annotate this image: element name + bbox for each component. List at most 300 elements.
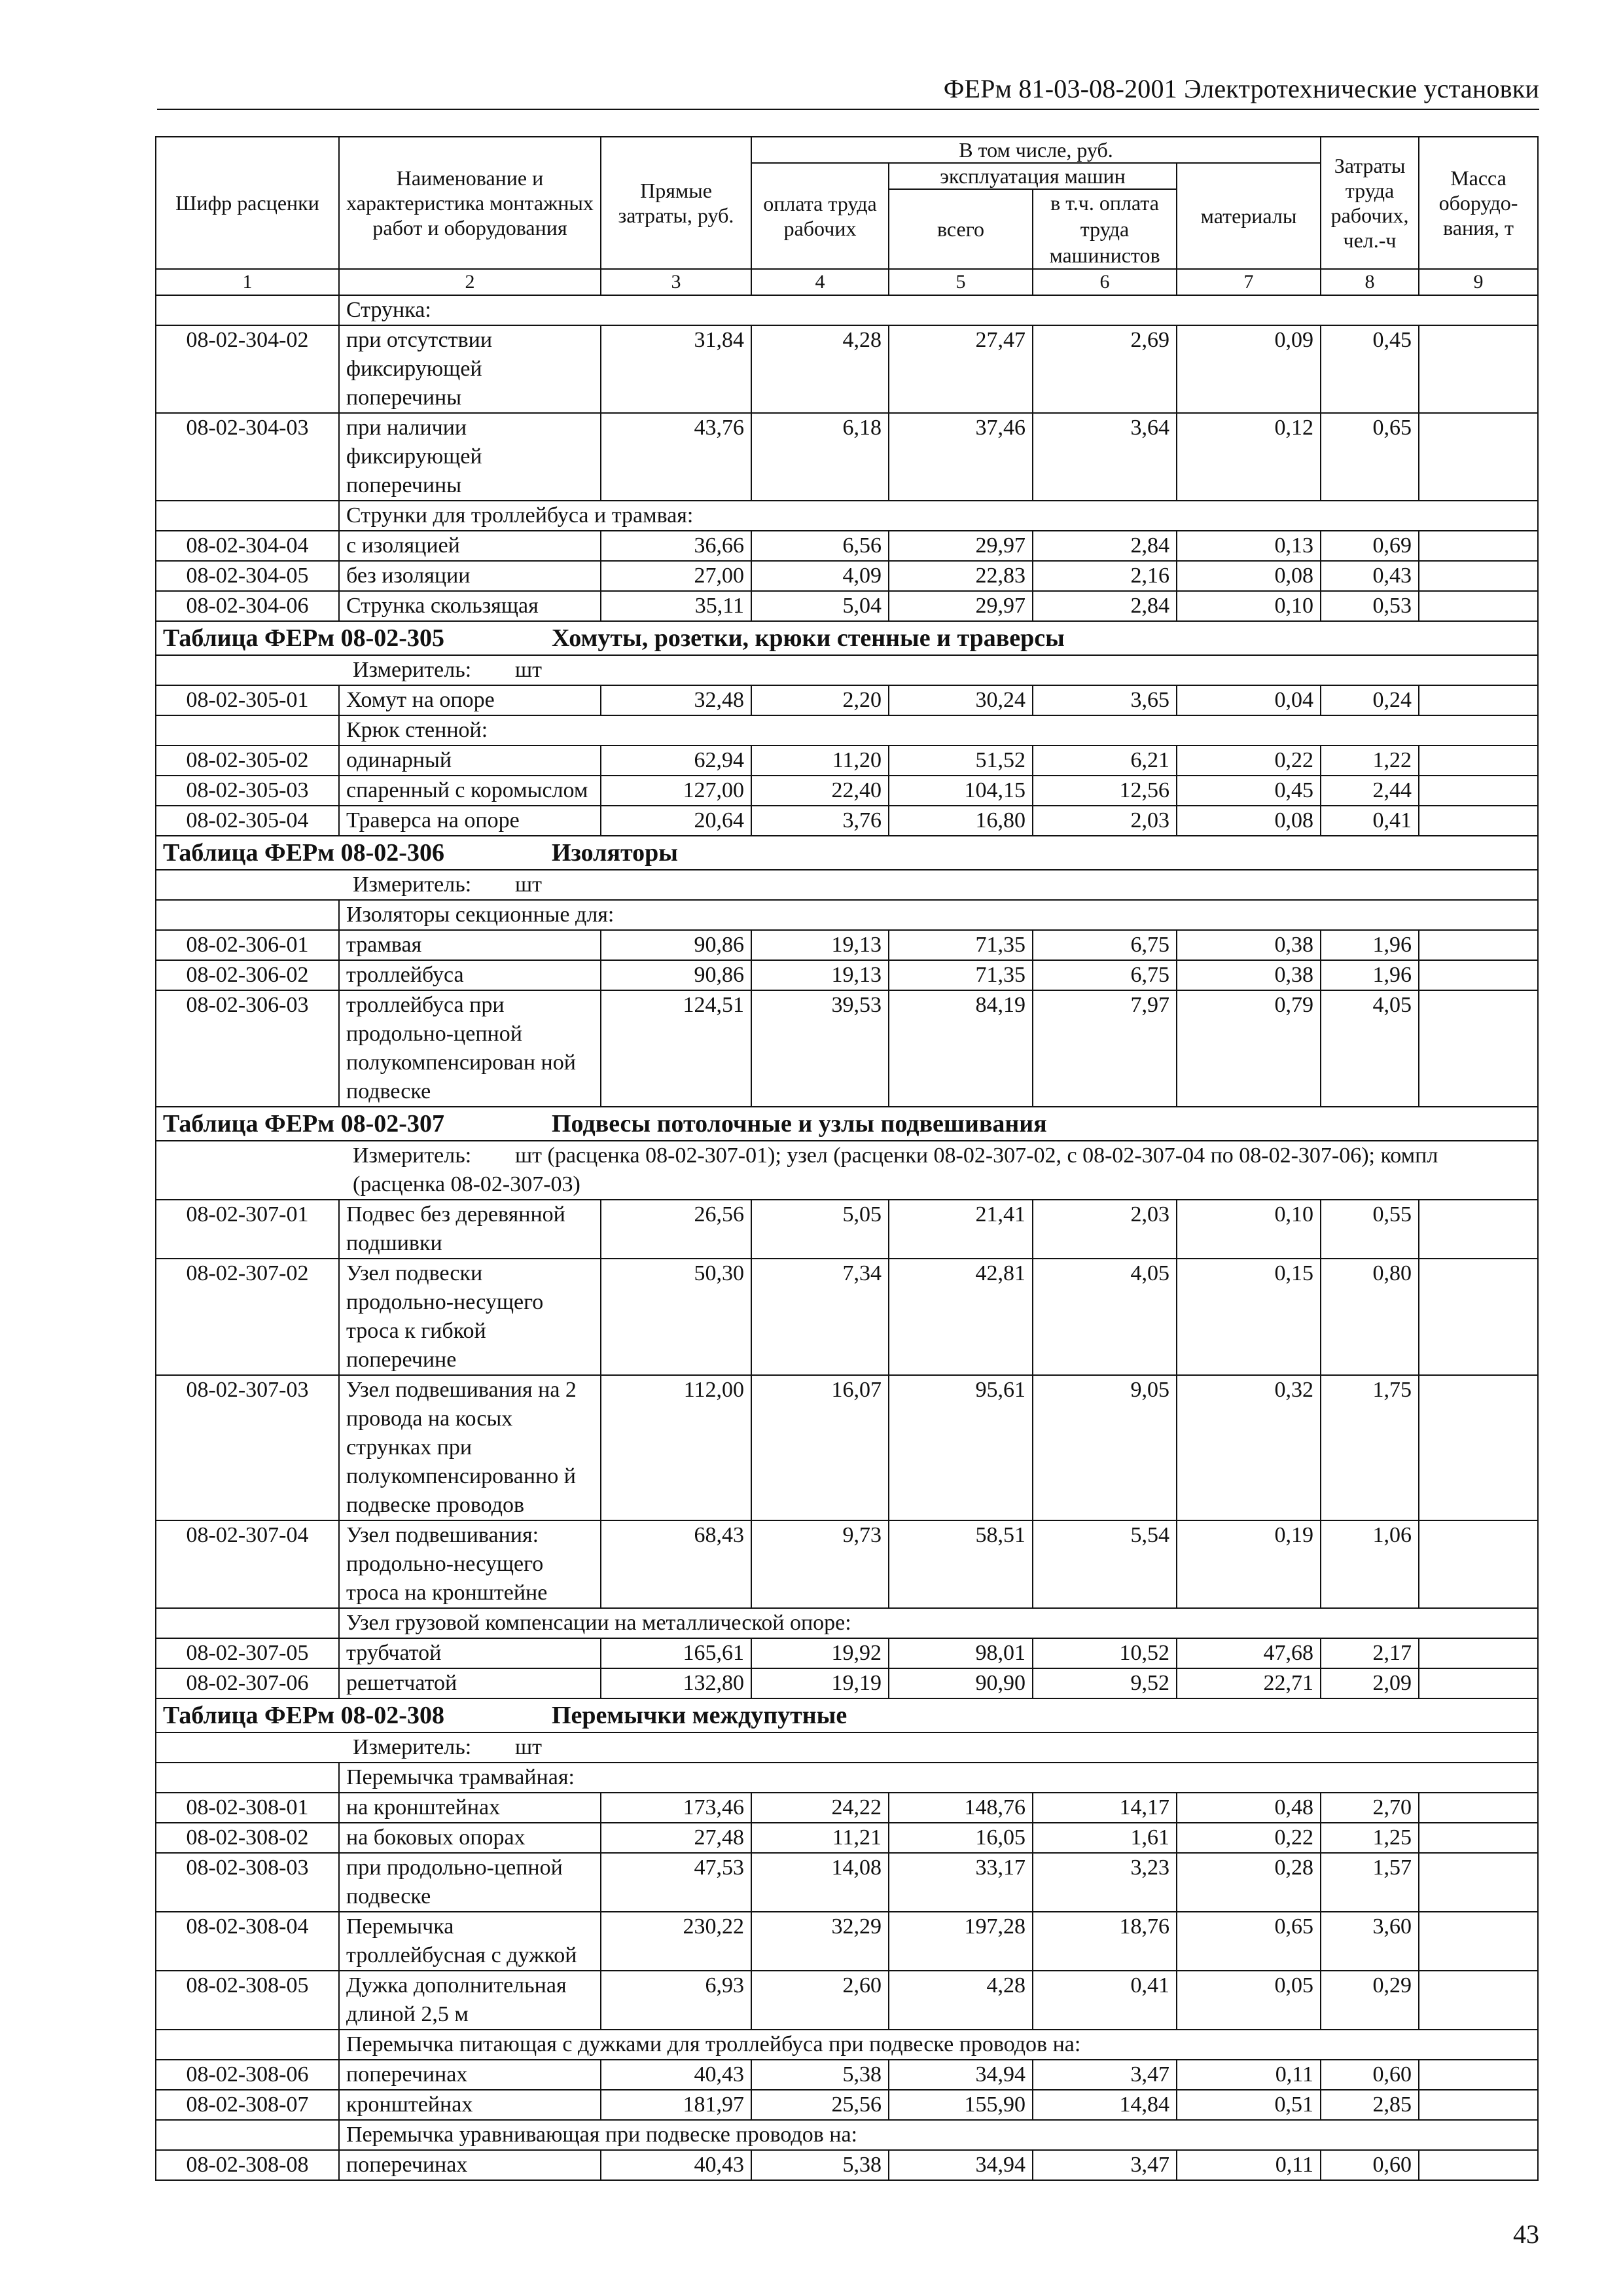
table-row <box>156 2060 1538 2090</box>
work-name: на кронштейнах <box>339 1793 601 1823</box>
value-v3: 132,80 <box>601 1668 751 1698</box>
rate-code: 08-02-307-01 <box>156 1200 339 1259</box>
value-v5: 34,94 <box>889 2150 1033 2180</box>
value-v6: 6,75 <box>1033 960 1177 990</box>
value-v3: 31,84 <box>601 325 751 413</box>
value-v4: 11,21 <box>751 1823 889 1853</box>
table-row <box>156 1638 1538 1668</box>
value-v6: 3,64 <box>1033 413 1177 501</box>
value-v6: 2,69 <box>1033 325 1177 413</box>
group-heading: Изоляторы секционные для: <box>339 900 1538 930</box>
rate-code: 08-02-308-06 <box>156 2060 339 2090</box>
value-v8: 0,24 <box>1321 685 1419 715</box>
value-v3: 230,22 <box>601 1912 751 1971</box>
value-v5: 58,51 <box>889 1520 1033 1608</box>
value-v7: 0,38 <box>1177 930 1321 960</box>
rate-code: 08-02-308-05 <box>156 1971 339 2030</box>
value-v9 <box>1419 1971 1538 2030</box>
rate-code: 08-02-304-04 <box>156 531 339 561</box>
work-name: Узел подвески продольно-несущего троса к гибкой поперечине <box>339 1259 601 1375</box>
subtable-code: Таблица ФЕРм 08-02-308 <box>163 1702 444 1729</box>
value-v3: 90,86 <box>601 930 751 960</box>
value-v4: 19,19 <box>751 1668 889 1698</box>
measure-row <box>156 1732 1538 1763</box>
col-labor-cost-header: Затраты труда рабочих, чел.-ч <box>1321 137 1419 269</box>
value-v9 <box>1419 1200 1538 1259</box>
table-row <box>156 930 1538 960</box>
value-v6: 9,05 <box>1033 1375 1177 1520</box>
rate-code: 08-02-308-08 <box>156 2150 339 2180</box>
table-row <box>156 2150 1538 2180</box>
col-code-header: Шифр расценки <box>156 137 339 269</box>
measure-unit <box>156 870 1538 900</box>
value-v7: 0,11 <box>1177 2150 1321 2180</box>
value-v4: 19,92 <box>751 1638 889 1668</box>
page-number: 43 <box>1513 2219 1539 2249</box>
subtable-code: Таблица ФЕРм 08-02-306 <box>163 839 444 867</box>
value-v7: 0,12 <box>1177 413 1321 501</box>
col-materials-header: материалы <box>1177 163 1321 269</box>
group-heading-spacer <box>156 501 339 531</box>
work-name: Узел подвешивания: продольно-несущего троса на кронштейне <box>339 1520 601 1608</box>
group-heading-spacer <box>156 2030 339 2060</box>
value-v6: 7,97 <box>1033 990 1177 1107</box>
table-row <box>156 1823 1538 1853</box>
rate-code: 08-02-307-04 <box>156 1520 339 1608</box>
value-v6: 2,16 <box>1033 561 1177 591</box>
value-v9 <box>1419 960 1538 990</box>
work-name: Дужка дополнительная длиной 2,5 м <box>339 1971 601 2030</box>
value-v3: 20,64 <box>601 806 751 836</box>
subtable-name: Хомуты, розетки, крюки стенные и траверсы <box>552 624 1065 652</box>
value-v4: 2,60 <box>751 1971 889 2030</box>
value-v7: 0,09 <box>1177 325 1321 413</box>
work-name: трубчатой <box>339 1638 601 1668</box>
value-v9 <box>1419 2150 1538 2180</box>
value-v6: 9,52 <box>1033 1668 1177 1698</box>
work-name: спаренный с коромыслом <box>339 776 601 806</box>
group-heading-spacer <box>156 900 339 930</box>
col-labor-pay-header: оплата труда рабочих <box>751 163 889 269</box>
value-v6: 14,84 <box>1033 2090 1177 2120</box>
value-v5: 16,05 <box>889 1823 1033 1853</box>
col-name-header: Наименование и характеристика монтажных работ и оборудования <box>339 137 601 269</box>
group-heading-row <box>156 1608 1538 1638</box>
rate-code: 08-02-307-03 <box>156 1375 339 1520</box>
column-number: 3 <box>601 269 751 295</box>
value-v4: 9,73 <box>751 1520 889 1608</box>
value-v8: 0,43 <box>1321 561 1419 591</box>
rates-table <box>155 136 1539 2181</box>
value-v7: 0,32 <box>1177 1375 1321 1520</box>
value-v7: 0,22 <box>1177 745 1321 776</box>
value-v4: 22,40 <box>751 776 889 806</box>
value-v7: 0,22 <box>1177 1823 1321 1853</box>
measure-unit <box>156 655 1538 685</box>
value-v9 <box>1419 1638 1538 1668</box>
value-v5: 42,81 <box>889 1259 1033 1375</box>
table-row <box>156 1375 1538 1520</box>
subtable-title <box>156 621 1538 655</box>
value-v7: 0,19 <box>1177 1520 1321 1608</box>
value-v3: 68,43 <box>601 1520 751 1608</box>
value-v5: 98,01 <box>889 1638 1033 1668</box>
table-body <box>156 295 1538 2180</box>
value-v8: 0,80 <box>1321 1259 1419 1375</box>
value-v3: 40,43 <box>601 2150 751 2180</box>
col-machines-header: эксплуатация машин <box>889 163 1177 189</box>
value-v9 <box>1419 1853 1538 1912</box>
value-v5: 71,35 <box>889 930 1033 960</box>
value-v5: 22,83 <box>889 561 1033 591</box>
value-v4: 6,18 <box>751 413 889 501</box>
value-v5: 16,80 <box>889 806 1033 836</box>
value-v5: 148,76 <box>889 1793 1033 1823</box>
rate-code: 08-02-308-01 <box>156 1793 339 1823</box>
value-v9 <box>1419 413 1538 501</box>
value-v4: 5,38 <box>751 2150 889 2180</box>
table-row <box>156 806 1538 836</box>
value-v4: 39,53 <box>751 990 889 1107</box>
measure-value: шт (расценка 08-02-307-01); узел (расценки 08-02-307-02, с 08-02-307-04 по 08-02-307-06); компл (расценка 08-02-307-03) <box>353 1143 1438 1196</box>
column-number: 5 <box>889 269 1033 295</box>
value-v8: 0,41 <box>1321 806 1419 836</box>
work-name: с изоляцией <box>339 531 601 561</box>
table-row <box>156 776 1538 806</box>
column-number: 1 <box>156 269 339 295</box>
subtable-code: Таблица ФЕРм 08-02-307 <box>163 1110 444 1138</box>
work-name: трамвая <box>339 930 601 960</box>
value-v9 <box>1419 1912 1538 1971</box>
group-heading: Перемычка трамвайная: <box>339 1763 1538 1793</box>
value-v4: 2,20 <box>751 685 889 715</box>
value-v7: 0,48 <box>1177 1793 1321 1823</box>
value-v9 <box>1419 930 1538 960</box>
rate-code: 08-02-305-02 <box>156 745 339 776</box>
value-v7: 0,28 <box>1177 1853 1321 1912</box>
value-v6: 10,52 <box>1033 1638 1177 1668</box>
value-v9 <box>1419 776 1538 806</box>
value-v7: 0,15 <box>1177 1259 1321 1375</box>
value-v8: 0,53 <box>1321 591 1419 621</box>
value-v5: 84,19 <box>889 990 1033 1107</box>
table-row <box>156 745 1538 776</box>
value-v6: 2,84 <box>1033 531 1177 561</box>
value-v3: 124,51 <box>601 990 751 1107</box>
rate-code: 08-02-304-02 <box>156 325 339 413</box>
work-name: поперечинах <box>339 2150 601 2180</box>
value-v9 <box>1419 806 1538 836</box>
measure-label: Измеритель: <box>353 658 472 682</box>
table-row <box>156 1793 1538 1823</box>
value-v3: 173,46 <box>601 1793 751 1823</box>
value-v3: 112,00 <box>601 1375 751 1520</box>
value-v5: 34,94 <box>889 2060 1033 2090</box>
value-v4: 11,20 <box>751 745 889 776</box>
table-row <box>156 413 1538 501</box>
value-v8: 0,29 <box>1321 1971 1419 2030</box>
value-v8: 3,60 <box>1321 1912 1419 1971</box>
work-name: без изоляции <box>339 561 601 591</box>
value-v5: 104,15 <box>889 776 1033 806</box>
value-v8: 1,06 <box>1321 1520 1419 1608</box>
group-heading-spacer <box>156 715 339 745</box>
value-v3: 32,48 <box>601 685 751 715</box>
value-v7: 0,51 <box>1177 2090 1321 2120</box>
value-v9 <box>1419 1375 1538 1520</box>
value-v5: 51,52 <box>889 745 1033 776</box>
table-row <box>156 2090 1538 2120</box>
work-name: Подвес без деревянной подшивки <box>339 1200 601 1259</box>
value-v9 <box>1419 591 1538 621</box>
value-v7: 0,04 <box>1177 685 1321 715</box>
rate-code: 08-02-306-03 <box>156 990 339 1107</box>
column-number: 4 <box>751 269 889 295</box>
value-v5: 29,97 <box>889 531 1033 561</box>
value-v7: 47,68 <box>1177 1638 1321 1668</box>
measure-row <box>156 1141 1538 1200</box>
value-v7: 0,13 <box>1177 531 1321 561</box>
value-v8: 1,25 <box>1321 1823 1419 1853</box>
value-v8: 1,75 <box>1321 1375 1419 1520</box>
rate-code: 08-02-306-02 <box>156 960 339 990</box>
group-heading: Струнки для троллейбуса и трамвая: <box>339 501 1538 531</box>
value-v9 <box>1419 1668 1538 1698</box>
value-v4: 3,76 <box>751 806 889 836</box>
work-name: троллейбуса при продольно-цепной полукомпенсирован ной подвеске <box>339 990 601 1107</box>
value-v3: 47,53 <box>601 1853 751 1912</box>
value-v6: 3,23 <box>1033 1853 1177 1912</box>
value-v4: 19,13 <box>751 960 889 990</box>
col-machines-total-header: всего <box>889 189 1033 269</box>
subtable-title <box>156 836 1538 870</box>
value-v6: 4,05 <box>1033 1259 1177 1375</box>
value-v5: 71,35 <box>889 960 1033 990</box>
work-name: поперечинах <box>339 2060 601 2090</box>
column-number: 2 <box>339 269 601 295</box>
group-heading-spacer <box>156 1763 339 1793</box>
value-v6: 3,65 <box>1033 685 1177 715</box>
value-v6: 1,61 <box>1033 1823 1177 1853</box>
column-number: 6 <box>1033 269 1177 295</box>
value-v7: 0,79 <box>1177 990 1321 1107</box>
work-name: Хомут на опоре <box>339 685 601 715</box>
value-v4: 5,05 <box>751 1200 889 1259</box>
value-v9 <box>1419 1823 1538 1853</box>
measure-value: шт <box>515 1735 543 1759</box>
col-including-header: В том числе, руб. <box>751 137 1321 163</box>
value-v4: 6,56 <box>751 531 889 561</box>
group-heading-row <box>156 715 1538 745</box>
value-v5: 30,24 <box>889 685 1033 715</box>
group-heading-row <box>156 1763 1538 1793</box>
value-v3: 40,43 <box>601 2060 751 2090</box>
measure-value: шт <box>515 658 543 682</box>
value-v6: 5,54 <box>1033 1520 1177 1608</box>
subtable-title <box>156 1107 1538 1141</box>
rate-code: 08-02-306-01 <box>156 930 339 960</box>
rate-code: 08-02-307-02 <box>156 1259 339 1375</box>
work-name: кронштейнах <box>339 2090 601 2120</box>
rate-code: 08-02-305-04 <box>156 806 339 836</box>
value-v9 <box>1419 2060 1538 2090</box>
value-v5: 21,41 <box>889 1200 1033 1259</box>
value-v3: 127,00 <box>601 776 751 806</box>
measure-row <box>156 655 1538 685</box>
measure-row <box>156 870 1538 900</box>
value-v7: 0,11 <box>1177 2060 1321 2090</box>
value-v8: 2,44 <box>1321 776 1419 806</box>
rate-code: 08-02-308-04 <box>156 1912 339 1971</box>
value-v3: 27,48 <box>601 1823 751 1853</box>
value-v8: 2,17 <box>1321 1638 1419 1668</box>
value-v6: 2,84 <box>1033 591 1177 621</box>
value-v3: 165,61 <box>601 1638 751 1668</box>
value-v6: 3,47 <box>1033 2150 1177 2180</box>
table-row <box>156 1912 1538 1971</box>
value-v9 <box>1419 990 1538 1107</box>
work-name: при наличии фиксирующей поперечины <box>339 413 601 501</box>
table-row <box>156 531 1538 561</box>
table-row <box>156 591 1538 621</box>
measure-unit <box>156 1141 1538 1200</box>
value-v7: 0,08 <box>1177 806 1321 836</box>
value-v8: 2,85 <box>1321 2090 1419 2120</box>
rate-code: 08-02-308-03 <box>156 1853 339 1912</box>
value-v8: 1,96 <box>1321 930 1419 960</box>
group-heading-spacer <box>156 295 339 325</box>
value-v4: 32,29 <box>751 1912 889 1971</box>
value-v4: 5,38 <box>751 2060 889 2090</box>
value-v3: 6,93 <box>601 1971 751 2030</box>
rate-code: 08-02-308-02 <box>156 1823 339 1853</box>
group-heading: Узел грузовой компенсации на металлической опоре: <box>339 1608 1538 1638</box>
work-name: троллейбуса <box>339 960 601 990</box>
column-numbers-row <box>156 269 1538 295</box>
table-row <box>156 1259 1538 1375</box>
group-heading: Перемычка питающая с дужками для троллейбуса при подвеске проводов на: <box>339 2030 1538 2060</box>
value-v9 <box>1419 561 1538 591</box>
value-v7: 0,05 <box>1177 1971 1321 2030</box>
subtable-name: Подвесы потолочные и узлы подвешивания <box>552 1110 1047 1138</box>
value-v4: 7,34 <box>751 1259 889 1375</box>
subtable-code: Таблица ФЕРм 08-02-305 <box>163 624 444 652</box>
table-row <box>156 1668 1538 1698</box>
value-v9 <box>1419 2090 1538 2120</box>
group-heading: Струнка: <box>339 295 1538 325</box>
subtable-title-row <box>156 1107 1538 1141</box>
running-header: ФЕРм 81-03-08-2001 Электротехнические установки <box>943 74 1539 103</box>
work-name: решетчатой <box>339 1668 601 1698</box>
group-heading-row <box>156 2120 1538 2150</box>
header-rule <box>157 109 1539 110</box>
value-v8: 0,69 <box>1321 531 1419 561</box>
work-name: при продольно-цепной подвеске <box>339 1853 601 1912</box>
work-name: Струнка скользящая <box>339 591 601 621</box>
value-v9 <box>1419 325 1538 413</box>
work-name: при отсутствии фиксирующей поперечины <box>339 325 601 413</box>
value-v3: 50,30 <box>601 1259 751 1375</box>
value-v7: 0,10 <box>1177 1200 1321 1259</box>
value-v3: 26,56 <box>601 1200 751 1259</box>
subtable-title <box>156 1698 1538 1732</box>
rate-code: 08-02-304-03 <box>156 413 339 501</box>
value-v7: 0,38 <box>1177 960 1321 990</box>
value-v5: 197,28 <box>889 1912 1033 1971</box>
value-v6: 6,21 <box>1033 745 1177 776</box>
value-v7: 0,10 <box>1177 591 1321 621</box>
table-row <box>156 1520 1538 1608</box>
value-v9 <box>1419 745 1538 776</box>
value-v3: 35,11 <box>601 591 751 621</box>
value-v5: 4,28 <box>889 1971 1033 2030</box>
group-heading-spacer <box>156 2120 339 2150</box>
value-v6: 3,47 <box>1033 2060 1177 2090</box>
measure-label: Измеритель: <box>353 1735 472 1759</box>
value-v9 <box>1419 1520 1538 1608</box>
table-row <box>156 960 1538 990</box>
subtable-name: Перемычки междупутные <box>552 1702 847 1729</box>
subtable-title-row <box>156 836 1538 870</box>
rate-code: 08-02-304-06 <box>156 591 339 621</box>
value-v9 <box>1419 1793 1538 1823</box>
value-v7: 22,71 <box>1177 1668 1321 1698</box>
work-name: одинарный <box>339 745 601 776</box>
value-v6: 0,41 <box>1033 1971 1177 2030</box>
value-v7: 0,65 <box>1177 1912 1321 1971</box>
table-row <box>156 685 1538 715</box>
value-v5: 90,90 <box>889 1668 1033 1698</box>
column-number: 9 <box>1419 269 1538 295</box>
value-v6: 2,03 <box>1033 1200 1177 1259</box>
rate-code: 08-02-305-01 <box>156 685 339 715</box>
value-v3: 27,00 <box>601 561 751 591</box>
table-row <box>156 990 1538 1107</box>
value-v5: 33,17 <box>889 1853 1033 1912</box>
value-v4: 5,04 <box>751 591 889 621</box>
value-v5: 27,47 <box>889 325 1033 413</box>
value-v8: 2,09 <box>1321 1668 1419 1698</box>
value-v8: 0,60 <box>1321 2150 1419 2180</box>
rate-code: 08-02-304-05 <box>156 561 339 591</box>
value-v4: 19,13 <box>751 930 889 960</box>
group-heading: Перемычка уравнивающая при подвеске проводов на: <box>339 2120 1538 2150</box>
measure-unit <box>156 1732 1538 1763</box>
value-v9 <box>1419 685 1538 715</box>
work-name: Перемычка троллейбусная с дужкой <box>339 1912 601 1971</box>
column-number: 8 <box>1321 269 1419 295</box>
table-header <box>156 137 1538 295</box>
value-v3: 43,76 <box>601 413 751 501</box>
value-v9 <box>1419 531 1538 561</box>
work-name: Траверса на опоре <box>339 806 601 836</box>
group-heading-row <box>156 900 1538 930</box>
value-v6: 6,75 <box>1033 930 1177 960</box>
rate-code: 08-02-307-05 <box>156 1638 339 1668</box>
value-v6: 12,56 <box>1033 776 1177 806</box>
value-v7: 0,45 <box>1177 776 1321 806</box>
subtable-title-row <box>156 621 1538 655</box>
value-v5: 29,97 <box>889 591 1033 621</box>
value-v8: 1,22 <box>1321 745 1419 776</box>
measure-label: Измеритель: <box>353 1143 472 1168</box>
group-heading-row <box>156 2030 1538 2060</box>
value-v5: 95,61 <box>889 1375 1033 1520</box>
value-v8: 1,96 <box>1321 960 1419 990</box>
value-v3: 36,66 <box>601 531 751 561</box>
value-v8: 0,60 <box>1321 2060 1419 2090</box>
column-number: 7 <box>1177 269 1321 295</box>
